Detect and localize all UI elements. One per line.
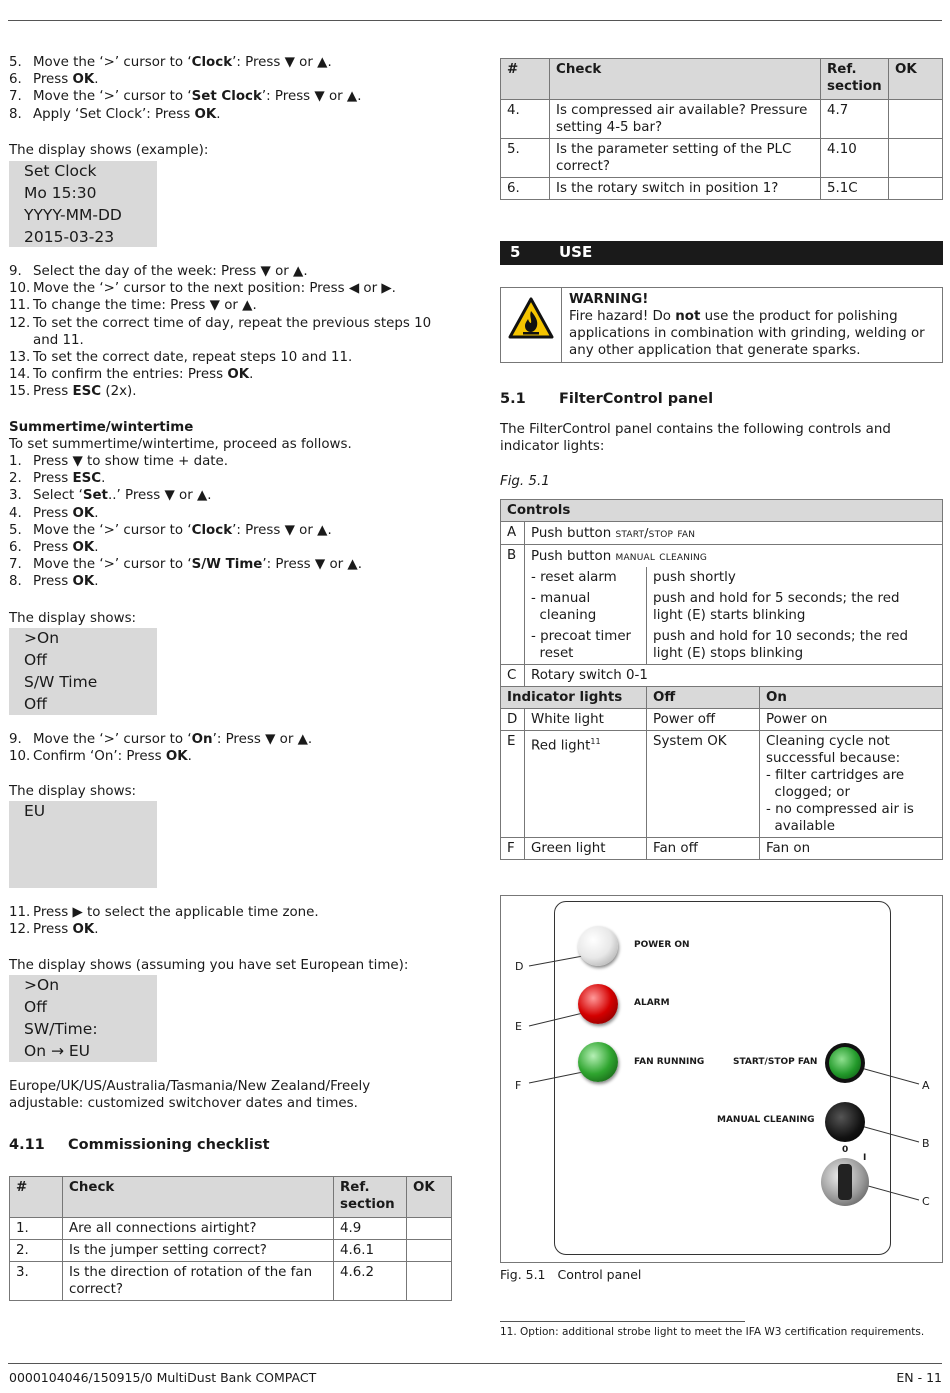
display-line: >On	[24, 976, 60, 994]
control-sub-row	[501, 626, 943, 665]
step-number: 8.	[9, 106, 22, 122]
indicator-on: Power on	[760, 709, 943, 731]
step-number: 15.	[9, 384, 31, 400]
step-text: Press	[33, 922, 73, 938]
step-keyword: OK	[72, 922, 95, 938]
power-on-label: POWER ON	[634, 940, 690, 950]
callout-line-b	[861, 1126, 919, 1142]
fig-reference: Fig. 5.1	[500, 474, 550, 489]
col-header-ref: Ref. section	[821, 59, 889, 100]
controls-header-row	[501, 500, 943, 522]
step-number: 7.	[9, 89, 22, 105]
col-header-num: #	[501, 59, 550, 100]
control-desc	[525, 522, 943, 545]
step-number: 12.	[9, 315, 31, 331]
step-number: 14.	[9, 367, 31, 383]
step-text: Press	[33, 505, 73, 521]
row-ok	[889, 139, 943, 178]
col-header-ref: Ref. section	[334, 1177, 407, 1218]
indicator-on: Fan on	[760, 838, 943, 860]
switch-zero-label: 0	[842, 1145, 849, 1155]
step-text: Move the ‘>’ cursor to ‘	[33, 557, 192, 573]
step-item	[9, 556, 362, 573]
display-line: S/W Time	[24, 673, 98, 691]
warning-text-part: Fire hazard! Do	[569, 309, 676, 324]
indicator-row	[501, 731, 943, 838]
fan-running-label: FAN RUNNING	[634, 1057, 705, 1067]
row-ref: 4.9	[334, 1218, 407, 1240]
indicator-letter: D	[501, 709, 525, 731]
control-name: start/stop fan	[615, 525, 696, 540]
display-line: SW/Time:	[24, 1020, 98, 1038]
display-line: Set Clock	[24, 162, 97, 180]
step-text: ..’ Press ▼ or ▲.	[107, 488, 212, 504]
step-text: Select the day of the week: Press ▼ or ▲.	[33, 264, 308, 279]
manual-cleaning-button[interactable]	[825, 1102, 865, 1142]
control-desc-text: Push button	[531, 526, 616, 541]
row-ok	[889, 100, 943, 139]
row-num: 1.	[10, 1218, 63, 1240]
use-title: USE	[559, 243, 593, 261]
indicator-letter: E	[501, 731, 525, 838]
step-item	[9, 280, 396, 297]
step-number: 10.	[9, 281, 31, 297]
step-keyword: Set Clock	[191, 89, 262, 105]
step-item	[9, 921, 99, 938]
summertime-intro: To set summertime/wintertime, proceed as follows.	[9, 437, 352, 452]
step-item	[9, 573, 99, 590]
table-row	[10, 1262, 452, 1301]
row-num: 6.	[501, 178, 550, 200]
indicator-row	[501, 709, 943, 731]
control-desc-text: Push button	[531, 549, 616, 564]
subsection-number: 5.1	[500, 391, 526, 407]
control-name: manual cleaning	[615, 548, 708, 563]
step-keyword: On	[191, 732, 213, 747]
section-number: 4.11	[9, 1137, 45, 1153]
step-number: 7.	[9, 557, 22, 573]
control-letter: A	[501, 522, 525, 545]
callout-a: A	[922, 1079, 930, 1092]
step-item	[9, 470, 105, 487]
white-lamp	[578, 926, 618, 966]
control-panel-figure	[500, 895, 943, 1263]
callout-line-d	[529, 956, 583, 966]
sub-key: - reset alarm	[525, 567, 647, 588]
display-line: >On	[24, 629, 60, 647]
on-header: On	[760, 687, 943, 709]
step-item	[9, 88, 361, 105]
display-line: EU	[24, 802, 46, 820]
step-keyword: OK	[227, 367, 250, 383]
step-keyword: ESC	[72, 471, 102, 487]
row-check: Is the direction of rotation of the fan correct?	[63, 1262, 334, 1301]
start-stop-label: START/STOP FAN	[733, 1057, 818, 1067]
step-item	[9, 106, 221, 123]
step-item	[9, 297, 257, 314]
row-ref: 5.1C	[821, 178, 889, 200]
step-number: 13.	[9, 350, 31, 365]
step-keyword: OK	[72, 540, 95, 555]
step-number: 11.	[9, 298, 31, 314]
footer-doc-id: 0000104046/150915/0 MultiDust Bank COMPACT	[9, 1370, 317, 1385]
start-stop-fan-button[interactable]	[825, 1043, 865, 1083]
step-item	[9, 487, 212, 504]
summertime-heading: Summertime/wintertime	[9, 420, 194, 435]
rotary-switch[interactable]	[821, 1158, 869, 1206]
indicator-off: Power off	[647, 709, 760, 731]
step-item	[9, 366, 253, 383]
step-text: Press	[33, 574, 73, 590]
row-ref: 4.6.2	[334, 1262, 407, 1301]
step-keyword: OK	[72, 72, 95, 88]
sub-key: - manual cleaning	[525, 588, 647, 626]
display-line: 2015-03-23	[24, 228, 115, 246]
step-text: Press	[33, 540, 73, 555]
step-number: 3.	[9, 488, 22, 504]
alarm-label: ALARM	[634, 998, 670, 1008]
red-lamp	[578, 984, 618, 1024]
step-text: Press	[33, 72, 73, 88]
table-row	[501, 139, 943, 178]
step-text: (2x).	[101, 384, 137, 400]
control-desc: Rotary switch 0-1	[525, 665, 943, 687]
off-header: Off	[647, 687, 760, 709]
warning-text-part: use the product for polishing	[700, 309, 898, 324]
row-num: 4.	[501, 100, 550, 139]
step-text: ’: Press ▼ or ▲.	[262, 557, 362, 573]
row-check: Is the parameter setting of the PLC correct?	[550, 139, 821, 178]
display-line: YYYY-MM-DD	[24, 206, 122, 224]
callout-e: E	[515, 1020, 522, 1033]
step-text: Confirm ‘On’: Press	[33, 749, 166, 765]
warning-text: applications in combination with grinding, welding or	[569, 326, 925, 341]
step-text: .	[101, 471, 106, 487]
table-row	[501, 100, 943, 139]
row-check: Is the rotary switch in position 1?	[550, 178, 821, 200]
step-number: 12.	[9, 922, 31, 938]
step-text: Select ‘	[33, 488, 83, 504]
callout-line-f	[529, 1072, 583, 1083]
footer-rule	[8, 1363, 942, 1364]
step-text: .	[94, 540, 99, 555]
step-text: Move the ‘>’ cursor to ‘	[33, 522, 192, 538]
indicator-name: Green light	[525, 838, 647, 860]
step-number: 5.	[9, 522, 22, 538]
step-item	[9, 383, 137, 400]
step-number: 11.	[9, 905, 31, 920]
step-text: Apply ‘Set Clock’: Press	[33, 106, 195, 122]
control-sub-row	[501, 588, 943, 626]
warning-text	[569, 308, 898, 325]
controls-table	[500, 499, 943, 860]
figure-caption-text: Control panel	[557, 1267, 642, 1282]
display-example-set-clock	[9, 161, 157, 247]
display-line: Off	[24, 695, 47, 713]
flame-base	[523, 332, 539, 335]
callout-b: B	[922, 1137, 930, 1150]
warning-icon-cell	[501, 288, 562, 362]
checklist-table-left	[9, 1176, 452, 1301]
step-number: 9.	[9, 732, 22, 747]
step-text: Move the ‘>’ cursor to ‘	[33, 732, 192, 747]
step-number: 10.	[9, 749, 31, 765]
use-number: 5	[510, 243, 521, 261]
step-text: To confirm the entries: Press	[33, 367, 228, 383]
display2-intro: The display shows:	[9, 611, 137, 626]
fire-hazard-icon	[508, 297, 554, 339]
step-item	[9, 539, 99, 556]
row-num: 5.	[501, 139, 550, 178]
step-text: ’: Press ▼ or ▲.	[232, 55, 332, 70]
left-column	[9, 0, 459, 1393]
step-text: Move the ‘>’ cursor to ‘	[33, 89, 192, 105]
step-number: 2.	[9, 471, 22, 487]
step-keyword: OK	[72, 505, 95, 521]
col-header-check: Check	[550, 59, 821, 100]
step-item	[9, 748, 192, 765]
step-text: and 11.	[33, 332, 84, 348]
step-text: .	[94, 72, 99, 88]
footer-page: EN - 11	[896, 1370, 942, 1385]
step-keyword: S/W Time	[191, 557, 263, 573]
indicator-name: Red light$^{11}$	[525, 731, 647, 838]
step-number: 1.	[9, 454, 22, 469]
display-sw-time	[9, 628, 157, 715]
step-item	[9, 505, 99, 522]
footnote-rule	[500, 1321, 745, 1322]
step-text: To set the correct time of day, repeat the previous steps 10	[33, 315, 432, 331]
table-row	[501, 178, 943, 200]
control-row-c	[501, 665, 943, 687]
row-check: Is compressed air available? Pressure setting 4-5 bar?	[550, 100, 821, 139]
step-item	[9, 904, 319, 921]
display-line: Off	[24, 651, 47, 669]
indicator-header: Indicator lights	[501, 687, 647, 709]
display-line: Mo 15:30	[24, 184, 97, 202]
sub-key: - precoat timer reset	[525, 626, 647, 665]
figure-caption-num: Fig. 5.1	[500, 1267, 546, 1282]
control-row-a	[501, 522, 943, 545]
control-letter: C	[501, 665, 525, 687]
display-line: Off	[24, 998, 47, 1016]
display-eu	[9, 801, 157, 888]
warning-text: any other application that generate sparks.	[569, 343, 861, 358]
warning-box	[500, 287, 943, 363]
step-text: .	[249, 367, 254, 383]
step-item	[9, 349, 352, 366]
section-band-use	[500, 241, 943, 265]
row-ok	[889, 178, 943, 200]
step-text: Move the ‘>’ cursor to ‘	[33, 55, 192, 70]
zones-text: adjustable: customized switchover dates and times.	[9, 1096, 358, 1111]
col-header-ok: OK	[407, 1177, 452, 1218]
step-keyword: OK	[194, 106, 217, 122]
col-header-num: #	[10, 1177, 63, 1218]
display4-intro: The display shows (assuming you have set European time):	[9, 958, 409, 973]
green-lamp	[578, 1042, 618, 1082]
step-number: 9.	[9, 264, 22, 279]
indicator-row	[501, 838, 943, 860]
col-header-ok: OK	[889, 59, 943, 100]
step-text: .	[94, 922, 99, 938]
step-item	[9, 522, 332, 539]
display3-intro: The display shows:	[9, 784, 137, 799]
callout-d: D	[515, 960, 524, 973]
step-text: To set the correct date, repeat steps 10 and 11.	[33, 350, 353, 365]
step-keyword: OK	[165, 749, 188, 765]
indicator-header-row	[501, 687, 943, 709]
row-ref: 4.6.1	[334, 1240, 407, 1262]
intro-text: indicator lights:	[500, 439, 605, 454]
indicator-name: White light	[525, 709, 647, 731]
controls-header: Controls	[501, 500, 943, 522]
step-text: .	[94, 574, 99, 590]
table-row	[10, 1218, 452, 1240]
step-text: Press ▶ to select the applicable time zone.	[33, 905, 319, 920]
step-item	[9, 315, 431, 332]
figure-caption	[500, 1266, 641, 1283]
step-keyword: Clock	[191, 55, 233, 70]
warning-title: WARNING!	[569, 292, 649, 307]
start-stop-fan-button-cap	[829, 1047, 861, 1079]
row-ok	[407, 1218, 452, 1240]
control-row-b	[501, 545, 943, 568]
col-header-check: Check	[63, 1177, 334, 1218]
right-column	[500, 0, 943, 1393]
step-item	[9, 71, 99, 88]
step-text: .	[187, 749, 192, 765]
step-text: ’: Press ▼ or ▲.	[212, 732, 313, 747]
sub-val: push and hold for 10 seconds; the red light (E) stops blinking	[647, 626, 943, 665]
step-text: Press	[33, 471, 73, 487]
callout-line-a	[861, 1068, 919, 1084]
callout-f: F	[515, 1079, 522, 1092]
step-keyword: ESC	[72, 384, 102, 400]
callout-line-e	[529, 1013, 583, 1026]
manual-cleaning-label: MANUAL CLEANING	[717, 1115, 815, 1125]
row-num: 2.	[10, 1240, 63, 1262]
row-num: 3.	[10, 1262, 63, 1301]
step-keyword: Set	[82, 488, 108, 504]
display-line: On → EU	[24, 1042, 91, 1060]
checklist-table-right	[500, 58, 943, 200]
step-text: Press ▼ to show time + date.	[33, 454, 229, 469]
sub-val: push shortly	[647, 567, 943, 588]
step-text: To change the time: Press ▼ or ▲.	[33, 298, 257, 314]
step-item	[9, 332, 84, 349]
rotary-switch-knob	[838, 1164, 852, 1200]
table-row	[10, 1240, 452, 1262]
indicator-on: Cleaning cycle not successful because: - filter cartridges are clogged; or - no compressed air is available	[760, 731, 943, 838]
table-header-row	[10, 1177, 452, 1218]
step-text: ’: Press ▼ or ▲.	[261, 89, 362, 105]
step-keyword: OK	[72, 574, 95, 590]
step-item	[9, 731, 312, 748]
section-title: Commissioning checklist	[68, 1137, 270, 1153]
step-number: 4.	[9, 505, 22, 521]
footnote: 11. Option: additional strobe light to meet the IFA W3 certification requirements.	[500, 1326, 925, 1338]
step-item	[9, 453, 228, 470]
control-desc	[525, 545, 943, 568]
warning-text-bold: not	[675, 309, 701, 324]
row-ok	[407, 1240, 452, 1262]
step-text: ’: Press ▼ or ▲.	[232, 522, 332, 538]
step-number: 6.	[9, 72, 22, 88]
step-text: .	[216, 106, 221, 122]
footnote-marker: 11	[590, 737, 601, 746]
callout-lines	[501, 896, 942, 1262]
indicator-off: Fan off	[647, 838, 760, 860]
step-keyword: Clock	[191, 522, 233, 538]
step-item	[9, 263, 308, 280]
step-number: 8.	[9, 574, 22, 590]
step-text: .	[94, 505, 99, 521]
row-ref: 4.7	[821, 100, 889, 139]
display-european-time	[9, 975, 157, 1062]
row-ok	[407, 1262, 452, 1301]
display1-intro: The display shows (example):	[9, 143, 209, 158]
indicator-off: System OK	[647, 731, 760, 838]
callout-line-c	[861, 1184, 919, 1200]
row-check: Is the jumper setting correct?	[63, 1240, 334, 1262]
step-text: Press	[33, 384, 73, 400]
callout-c: C	[922, 1195, 930, 1208]
zones-text: Europe/UK/US/Australia/Tasmania/New Zealand/Freely	[9, 1079, 371, 1094]
control-letter: B	[501, 545, 525, 665]
indicator-letter: F	[501, 838, 525, 860]
step-item	[9, 54, 332, 71]
step-number: 5.	[9, 55, 22, 70]
intro-text: The FilterControl panel contains the following controls and	[500, 422, 891, 437]
row-ref: 4.10	[821, 139, 889, 178]
step-number: 6.	[9, 540, 22, 555]
step-text: Move the ‘>’ cursor to the next position: Press ◀ or ▶.	[33, 281, 396, 297]
sub-val: push and hold for 5 seconds; the red light (E) starts blinking	[647, 588, 943, 626]
subsection-title: FilterControl panel	[559, 391, 714, 407]
switch-one-label: I	[863, 1153, 867, 1163]
control-sub-row	[501, 567, 943, 588]
row-check: Are all connections airtight?	[63, 1218, 334, 1240]
table-header-row	[501, 59, 943, 100]
